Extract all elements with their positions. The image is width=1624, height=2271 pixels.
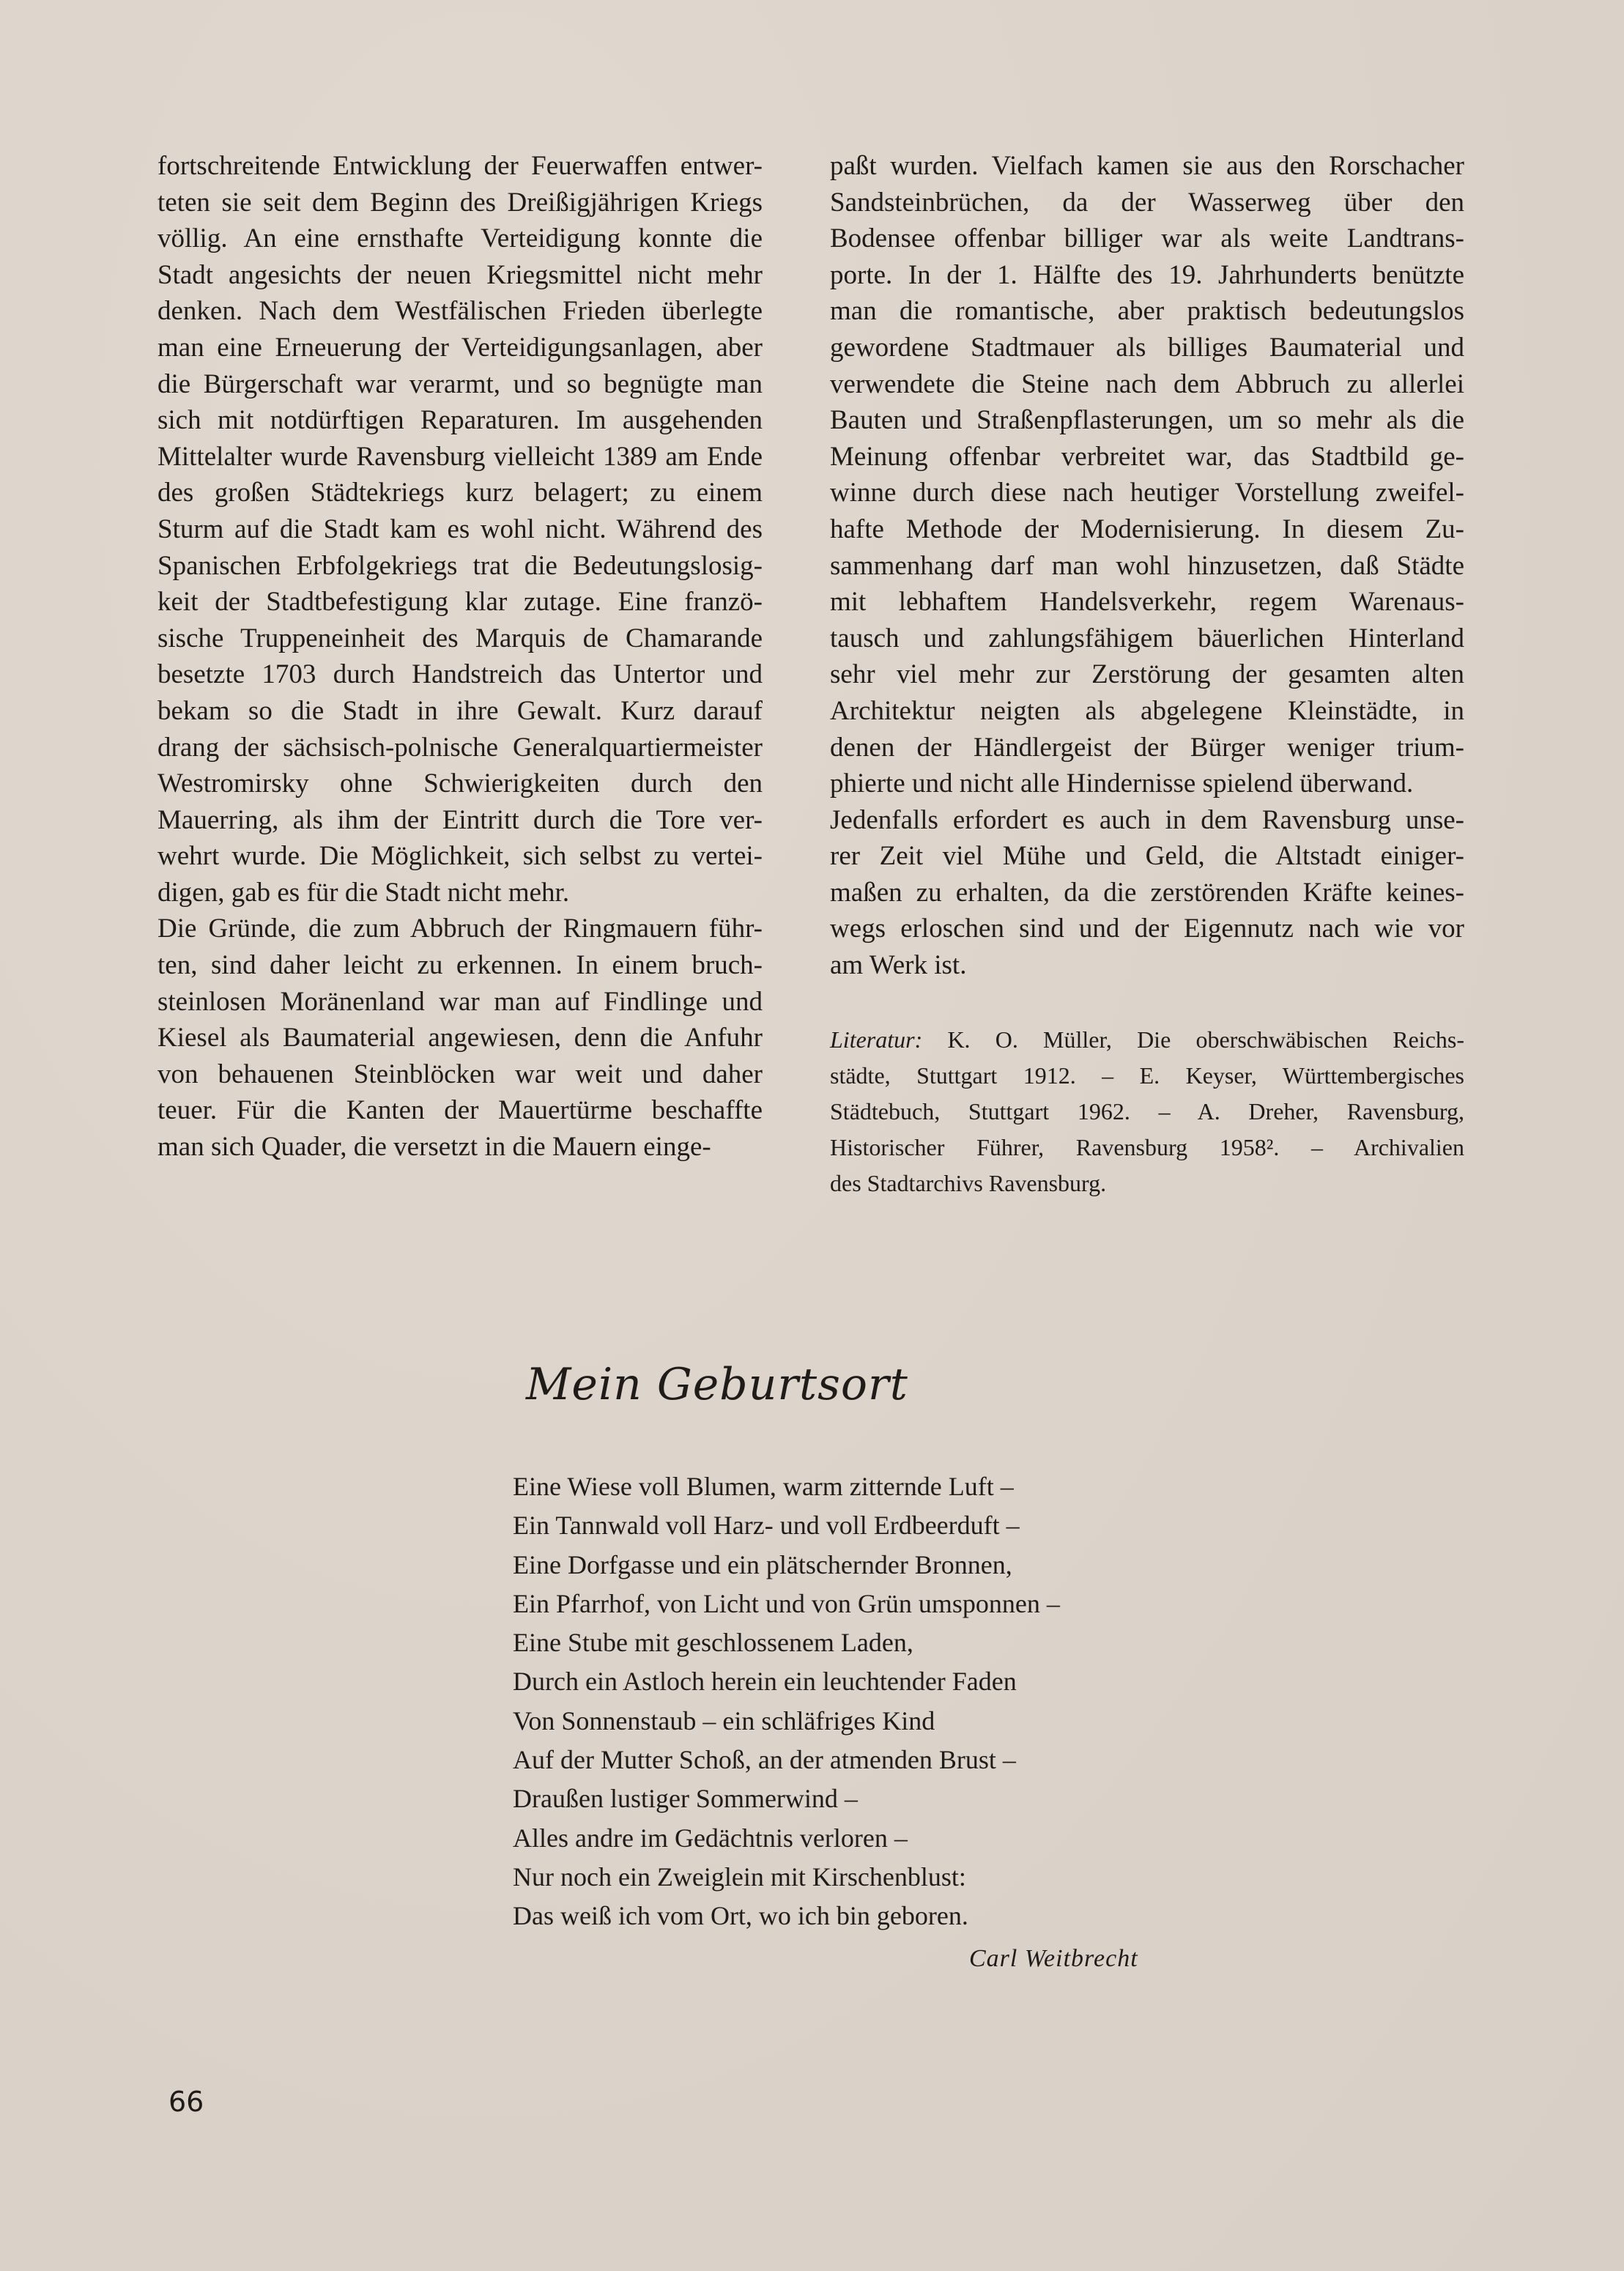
article-line: sich mit notdürftigen Reparaturen. Im ausgehenden: [157, 405, 763, 436]
article-line: man sich Quader, die versetzt in die Mauern einge-: [157, 1132, 711, 1163]
article-line: rer Zeit viel Mühe und Geld, die Altstadt einiger-: [830, 841, 1464, 872]
literature-line: Historischer Führer, Ravensburg 1958². – Archivalien: [830, 1134, 1464, 1160]
literature-references: [830, 1022, 1464, 1201]
poem-title: Mein Geburtsort: [526, 1359, 908, 1410]
article-line: völlig. An eine ernsthafte Verteidigung konnte die: [157, 223, 763, 254]
article-line: Meinung offenbar verbreitet war, das Stadtbild ge-: [830, 441, 1464, 472]
article-line: paßt wurden. Vielfach kamen sie aus den Rorschacher: [830, 151, 1464, 181]
poem-author: Carl Weitbrecht: [969, 1945, 1138, 1972]
poem-verse: Alles andre im Gedächtnis verloren –: [513, 1823, 908, 1853]
article-line: Bodensee offenbar billiger war als weite Landtrans-: [830, 223, 1464, 254]
article-line: besetzte 1703 durch Handstreich das Untertor und: [157, 659, 763, 690]
article-line: von behauenen Steinblöcken war weit und daher: [157, 1059, 763, 1089]
article-line: Westromirsky ohne Schwierigkeiten durch den: [157, 768, 763, 799]
article-line: digen, gab es für die Stadt nicht mehr.: [157, 877, 570, 908]
article-line: tausch und zahlungsfähigem bäuerlichen Hinterland: [830, 623, 1464, 653]
article-line: bekam so die Stadt in ihre Gewalt. Kurz darauf: [157, 695, 763, 726]
article-right-column: [830, 148, 1464, 984]
article-line: Sandsteinbrüchen, da der Wasserweg über den: [830, 187, 1464, 218]
literature-label: Literatur:: [830, 1026, 923, 1053]
article-line: Architektur neigten als abgelegene Kleinstädte, in: [830, 695, 1464, 726]
poem-verse: Auf der Mutter Schoß, an der atmenden Brust –: [513, 1745, 1016, 1775]
article-line: man eine Erneuerung der Verteidigungsanlagen, aber: [157, 332, 763, 363]
article-line: ten, sind daher leicht zu erkennen. In einem bruch-: [157, 950, 763, 981]
poem-verse: Nur noch ein Zweiglein mit Kirschenblust:: [513, 1861, 966, 1892]
article-line: Die Gründe, die zum Abbruch der Ringmauern führ-: [157, 914, 763, 944]
literature-line: Literatur: K. O. Müller, Die oberschwäbischen Reichs-: [830, 1026, 1465, 1053]
article-line: Sturm auf die Stadt kam es wohl nicht. Während des: [157, 514, 763, 544]
poem-verse: Draußen lustiger Sommerwind –: [513, 1784, 858, 1814]
poem-verse: Ein Pfarrhof, von Licht und von Grün umsponnen –: [513, 1588, 1060, 1618]
article-line: verwendete die Steine nach dem Abbruch zu allerlei: [830, 368, 1464, 399]
article-line: Mauerring, als ihm der Eintritt durch die Tore ver-: [157, 804, 763, 835]
article-line: Spanischen Erbfolgekriegs trat die Bedeutungslosig-: [157, 550, 763, 581]
article-line: hafte Methode der Modernisierung. In diesem Zu-: [830, 514, 1464, 544]
article-line: sehr viel mehr zur Zerstörung der gesamten alten: [830, 659, 1464, 690]
article-line: phierte und nicht alle Hindernisse spielend überwand.: [830, 768, 1414, 799]
article-line: sische Truppeneinheit des Marquis de Chamarande: [157, 623, 763, 653]
article-line: Bauten und Straßenpflasterungen, um so mehr als die: [830, 405, 1464, 436]
poem-verse: Eine Dorfgasse und ein plätschernder Bronnen,: [513, 1549, 1012, 1579]
poem-verse: Das weiß ich vom Ort, wo ich bin geboren.: [513, 1901, 968, 1931]
poem-verse: Eine Wiese voll Blumen, warm zitternde Luft –: [513, 1472, 1014, 1501]
article-line: sammenhang darf man wohl hinzusetzen, daß Städte: [830, 550, 1464, 581]
article-line: Kiesel als Baumaterial angewiesen, denn die Anfuhr: [157, 1023, 763, 1053]
article-line: maßen zu erhalten, da die zerstörenden Kräfte keines-: [830, 877, 1464, 908]
article-line: des großen Städtekriegs kurz belagert; zu einem: [157, 478, 763, 508]
article-line: wehrt wurde. Die Möglichkeit, sich selbst zu vertei-: [157, 841, 763, 872]
poem-verse: Ein Tannwald voll Harz- und voll Erdbeerduft –: [513, 1511, 1020, 1541]
literature-line: des Stadtarchivs Ravensburg.: [830, 1170, 1107, 1196]
article-line: Stadt angesichts der neuen Kriegsmittel nicht mehr: [157, 259, 763, 290]
article-line: steinlosen Moränenland war man auf Findlinge und: [157, 986, 763, 1017]
article-line: mit lebhaftem Handelsverkehr, regem Warenaus-: [830, 587, 1464, 618]
article-line: teten sie seit dem Beginn des Dreißigjährigen Kriegs: [157, 187, 763, 218]
article-line: fortschreitende Entwicklung der Feuerwaffen entwer-: [157, 151, 763, 181]
poem-verse: Eine Stube mit geschlossenem Laden,: [513, 1628, 913, 1658]
article-line: wegs erloschen sind und der Eigennutz nach wie vor: [830, 914, 1464, 944]
page-number: 66: [168, 2086, 204, 2118]
article-line: denen der Händlergeist der Bürger weniger trium-: [830, 732, 1464, 763]
article-line: die Bürgerschaft war verarmt, und so begnügte man: [157, 368, 763, 399]
article-left-column: [157, 148, 763, 1166]
article-line: am Werk ist.: [830, 950, 967, 981]
literature-line: städte, Stuttgart 1912. – E. Keyser, Württembergisches: [830, 1062, 1464, 1089]
article-line: denken. Nach dem Westfälischen Frieden überlegte: [157, 296, 763, 327]
literature-line: Städtebuch, Stuttgart 1962. – A. Dreher, Ravensburg,: [830, 1098, 1464, 1125]
article-line: winne durch diese nach heutiger Vorstellung zweifel-: [830, 478, 1464, 508]
article-line: teuer. Für die Kanten der Mauertürme beschaffte: [157, 1095, 763, 1126]
poem-verse: Durch ein Astloch herein ein leuchtender Faden: [513, 1667, 1017, 1697]
poem-verse: Von Sonnenstaub – ein schläfriges Kind: [513, 1705, 935, 1735]
article-line: drang der sächsisch-polnische Generalquartiermeister: [157, 732, 763, 763]
article-line: Jedenfalls erfordert es auch in dem Ravensburg unse-: [830, 804, 1464, 835]
article-line: porte. In der 1. Hälfte des 19. Jahrhunderts benützte: [830, 259, 1464, 290]
article-line: gewordene Stadtmauer als billiges Baumaterial und: [830, 332, 1464, 363]
article-line: man die romantische, aber praktisch bedeutungslos: [830, 296, 1464, 327]
article-line: keit der Stadtbefestigung klar zutage. Eine franzö-: [157, 587, 763, 618]
poem-body: [513, 1467, 1060, 1936]
article-line: Mittelalter wurde Ravensburg vielleicht 1389 am Ende: [157, 441, 763, 472]
